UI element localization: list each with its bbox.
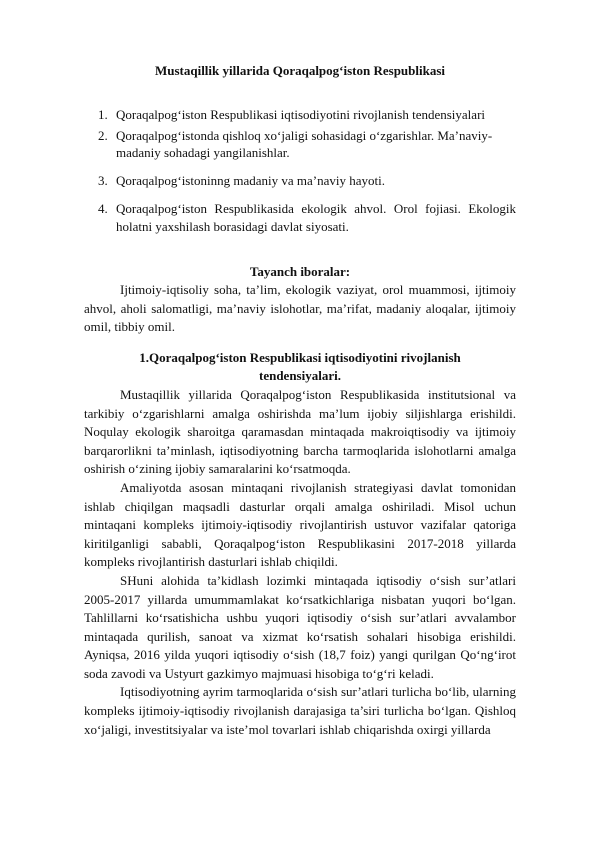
- body-paragraph: Iqtisodiyotning ayrim tarmoqlarida o‘sish sur’atlari turlicha bo‘lib, ularning kompleks ijtimoiy-iqtisodiy rivojlanish darajasiga ta’siri turlicha bo‘lgan. Qishloq xo‘jaligi, investitsiyalar va iste’mol tovarlari ishlab chiqarishda oxirgi yillarda: [84, 684, 516, 737]
- plan-item-text: Qoraqalpog‘iston Respublikasida ekologik ahvol. Orol fojiasi. Ekologik holatni yaxshilash borasidagi davlat siyosati.: [116, 201, 516, 234]
- plan-item: [84, 106, 516, 124]
- section-heading: 1.Qoraqalpog‘iston Respublikasi iqtisodiyotini rivojlanish tendensiyalari.: [139, 349, 461, 384]
- body-paragraph: SHuni alohida ta’kidlash lozimki mintaqada iqtisodiy o‘sish sur’atlari 2005-2017 yillarda umummamlakat ko‘rsatkichlariga nisbatan yuqori bo‘lgan. Tahlillarni ko‘rsatishicha ushbu yuqori iqtisodiy o‘sish sur’atlari avvalambor mintaqada qurilish, sanoat va xizmat ko‘rsatish sohalari hisobiga erishildi. Ayniqsa, 2016 yilda yuqori iqtisodiy o‘sish (18,7 foiz) yangi qurilgan Qo‘ng‘irot soda zavodi va Ustyurt gazkimyo majmuasi hisobiga to‘g‘ri keladi.: [84, 572, 516, 681]
- lecture-plan-list: [84, 106, 516, 235]
- plan-item-number: 4.: [98, 201, 108, 216]
- body-paragraph: Mustaqillik yillarida Qoraqalpog‘iston Respublikasida institutsional va tarkibiy o‘zgarishlarni amalga oshirishda ma’lum ijobiy siljishlarga erishildi. Noqulay ekologik sharoitga qaramasdan mintaqada makroiqtisodiy va ijtimoiy barqarorlikni ta’minlash, iqtisodiyotning barcha tarmoqlarida islohotlarni amalga oshirish o‘zining ijobiy samaralarini ko‘rsatmoqda.: [84, 386, 516, 477]
- document-title: Mustaqillik yillarida Qoraqalpog‘iston Respublikasi: [154, 63, 446, 78]
- plan-item-number: 1.: [98, 107, 108, 122]
- body-paragraph: Amaliyotda asosan mintaqani rivojlanish strategiyasi davlat tomonidan ishlab chiqilgan maqsadli dasturlar orqali amalga oshiriladi. Misol uchun mintaqani kompleks ijtimoiy-iqtisodiy rivojlantirish ustuvor vazifalar qatoriga kiritilganligi sababli, Qoraqalpog‘iston Respublikasini 2017-2018 yillarda kompleks rivojlantirish dasturlari ishlab chiqildi.: [84, 479, 516, 570]
- keywords-paragraph: Ijtimoiy-iqtisoliy soha, ta’lim, ekologik vaziyat, orol muammosi, ijtimoiy ahvol, aholi salomatligi, ma’naviy islohotlar, ma’rifat, madaniy aloqalar, ijtimoiy omil, tibbiy omil.: [84, 282, 516, 335]
- plan-item-number: 3.: [98, 172, 108, 188]
- plan-item: [84, 172, 516, 190]
- plan-item-number: 2.: [98, 127, 108, 143]
- keywords-heading: Tayanch iboralar:: [249, 264, 351, 279]
- plan-item-text: Qoraqalpog‘istoninng madaniy va ma’naviy hayoti.: [116, 172, 385, 188]
- plan-item-text: Qoraqalpog‘iston Respublikasi iqtisodiyotini rivojlanish tendensiyalari: [116, 107, 486, 122]
- plan-item-text: Qoraqalpog‘istonda qishloq xo‘jaligi sohasidagi o‘zgarishlar. Ma’naviy-madaniy sohadagi yangilanishlar.: [116, 127, 493, 160]
- plan-item: [84, 127, 516, 162]
- plan-item: [84, 200, 516, 235]
